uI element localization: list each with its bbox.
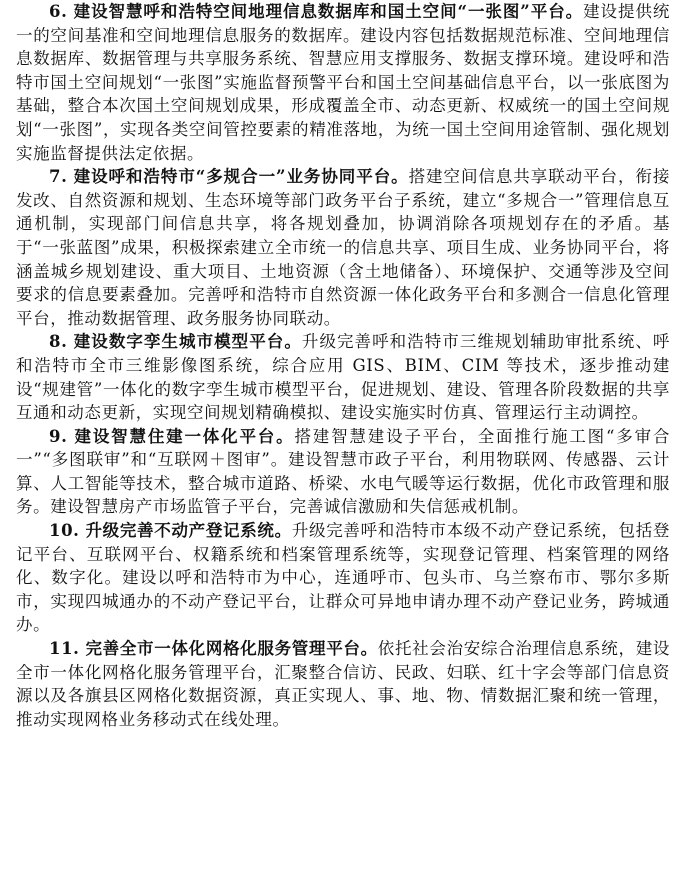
paragraph-title: 建设数字孪生城市模型平台。 bbox=[73, 332, 302, 352]
paragraph-10 bbox=[16, 519, 670, 637]
paragraph-body: 依托社会治安综合治理信息系统，建设全市一体化网格化服务管理平台，汇聚整合信访、民政、妇联、红十字会等部门信息资源以及各旗县区网格化数据资源，真正实现人、事、地、物、情数据汇聚和统一管理，推动实现网格业务移动式在线处理。 bbox=[16, 639, 670, 729]
paragraph-number: 11. bbox=[49, 639, 80, 659]
paragraph-body: 升级完善呼和浩特市三维规划辅助审批系统、呼和浩特市全市三维影像图系统，综合应用 GIS、BIM、CIM 等技术，逐步推动建设“规建管”一体化的数字孪生城市模型平台，促进规划、建设、管理各阶段数据的共享互通和动态更新，实现空间规划精确模拟、建设实施实时仿真、管理运行主动调控。 bbox=[16, 332, 670, 423]
paragraph-title: 建设智慧呼和浩特空间地理信息数据库和国土空间“一张图”平台。 bbox=[73, 2, 584, 21]
paragraph-title: 建设智慧住建一体化平台。 bbox=[74, 426, 295, 446]
paragraph-11 bbox=[16, 637, 670, 731]
paragraph-7 bbox=[16, 165, 670, 330]
paragraph-number: 7. bbox=[49, 167, 68, 187]
paragraph-6 bbox=[16, 0, 670, 165]
paragraph-title: 升级完善不动产登记系统。 bbox=[85, 521, 292, 541]
paragraph-number: 8. bbox=[49, 332, 68, 352]
paragraph-9 bbox=[16, 425, 670, 519]
paragraph-title: 完善全市一体化网格化服务管理平台。 bbox=[85, 639, 378, 659]
paragraph-8 bbox=[16, 330, 670, 424]
paragraph-number: 10. bbox=[49, 521, 80, 541]
paragraph-title: 建设呼和浩特市“多规合一”业务协同平台。 bbox=[73, 167, 409, 187]
paragraph-number: 9. bbox=[49, 426, 68, 446]
paragraph-number: 6. bbox=[49, 2, 68, 21]
paragraph-body: 搭建空间信息共享联动平台，衔接发改、自然资源和规划、生态环境等部门政务平台子系统，建立“多规合一”管理信息互通机制，实现部门间信息共享，将各规划叠加，协调消除各项规划存在的矛盾。基于“一张蓝图”成果，积极探索建立全市统一的信息共享、项目生成、业务协同平台，将涵盖城乡规划建设、重大项目、土地资源（含土地储备）、环境保护、交通等涉及空间要求的信息要素叠加。完善呼和浩特市自然资源一体化政务平台和多测合一信息化管理平台，推动数据管理、政务服务协同联动。 bbox=[16, 167, 670, 328]
paragraph-body: 升级完善呼和浩特市本级不动产登记系统，包括登记平台、互联网平台、权籍系统和档案管理系统等，实现登记管理、档案管理的网络化、数字化。建设以呼和浩特市为中心，连通呼市、包头市、乌兰察布市、鄂尔多斯市，实现四城通办的不动产登记平台，让群众可异地申请办理不动产登记业务，跨城通办。 bbox=[16, 521, 671, 635]
paragraph-body: 搭建智慧建设子平台，全面推行施工图“多审合一”“多图联审”和“互联网＋图审”。建设智慧市政子平台，利用物联网、传感器、云计算、人工智能等技术，整合城市道路、桥梁、水电气暖等运行数据，优化市政管理和服务。建设智慧房产市场监管子平台，完善诚信激励和失信惩戒机制。 bbox=[16, 426, 670, 517]
paragraph-body: 建设提供统一的空间基准和空间地理信息服务的数据库。建设内容包括数据规范标准、空间地理信息数据库、数据管理与共享服务系统、智慧应用支撑服务、数据支撑环境。建设呼和浩特市国土空间规划“一张图”实施监督预警平台和国土空间基础信息平台，以一张底图为基础，整合本次国土空间规划成果，形成覆盖全市、动态更新、权威统一的国土空间规划“一张图”，实现各类空间管控要素的精准落地，为统一国土空间用途管制、强化规划实施监督提供法定依据。 bbox=[16, 2, 671, 163]
